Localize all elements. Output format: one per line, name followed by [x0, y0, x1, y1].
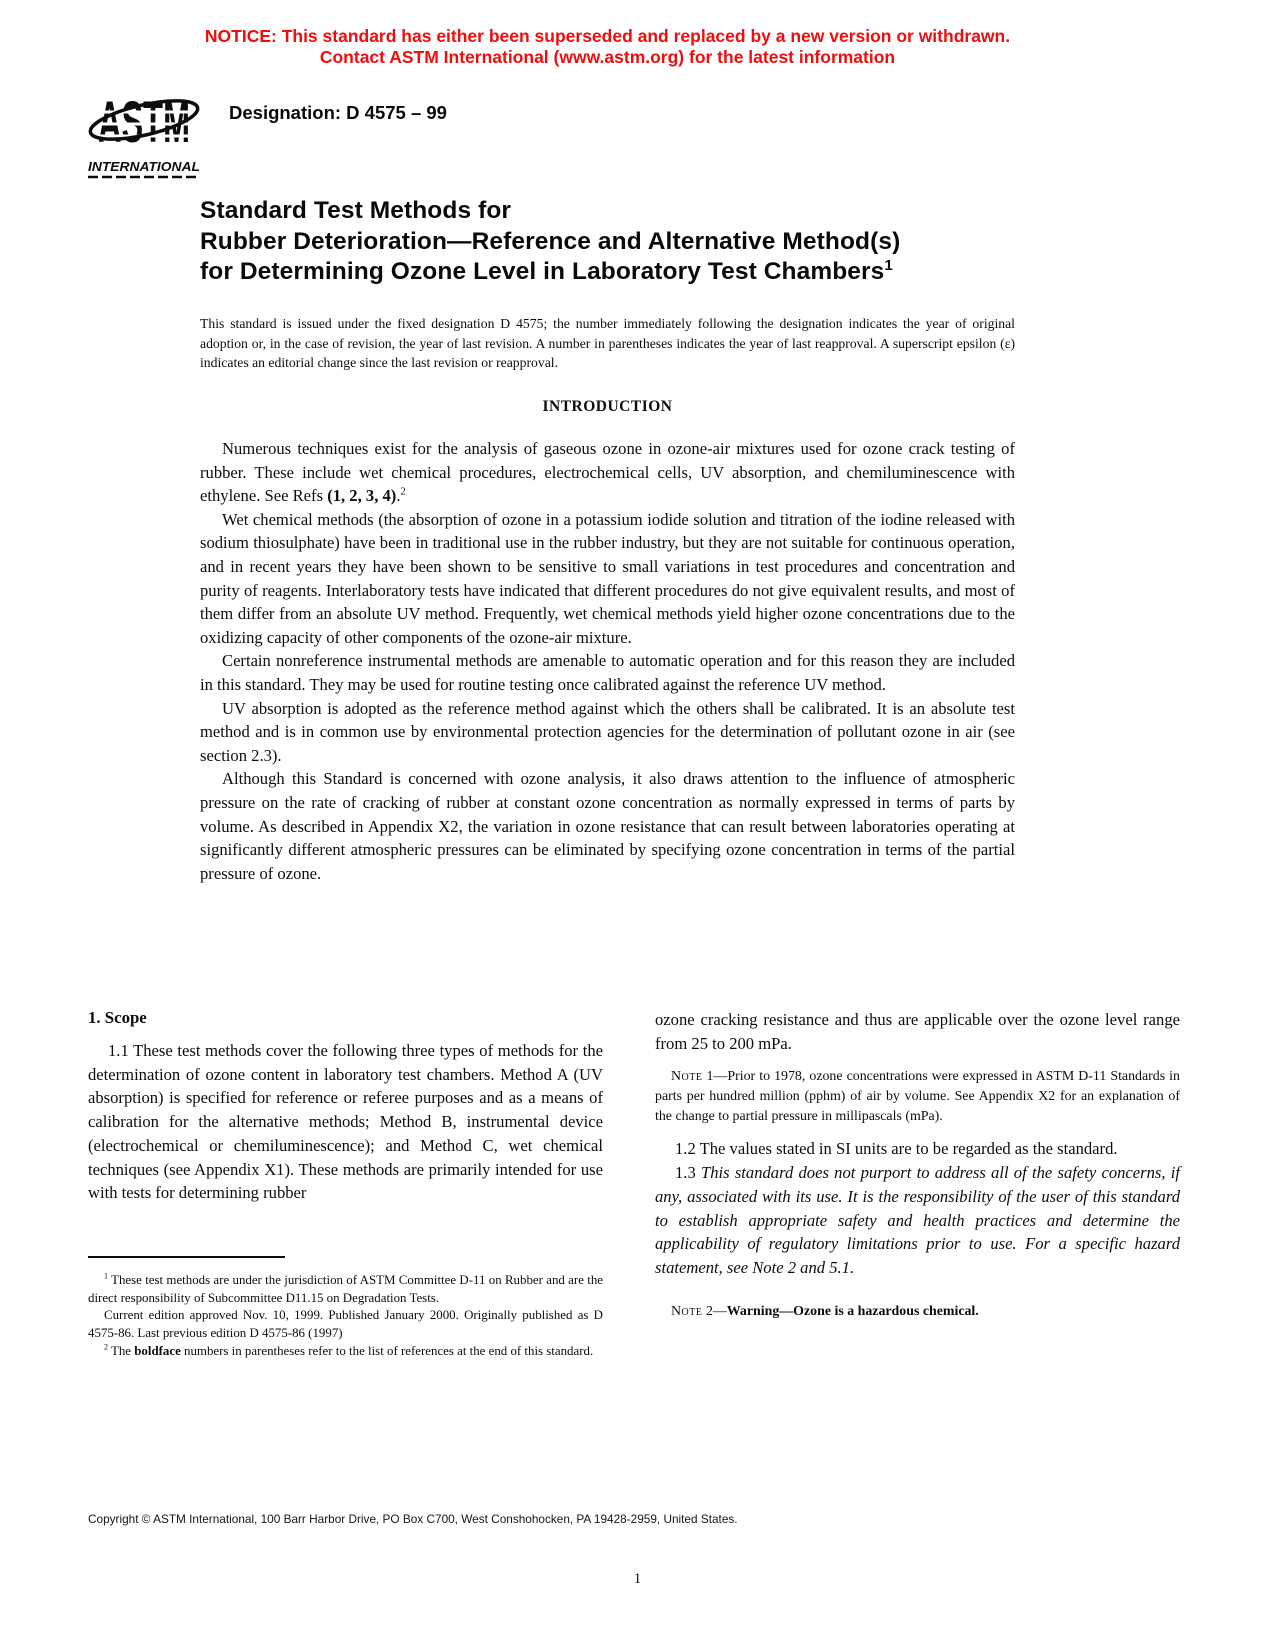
document-title	[200, 196, 1030, 288]
footnote-divider	[88, 1256, 285, 1258]
introduction-paragraph-3: Certain nonreference instrumental methods are amenable to automatic operation and for this reason they are included in this standard. They may be used for routine testing once calibrated against the reference UV method.	[200, 651, 1015, 694]
title-line-2: Rubber Deterioration—Reference and Alternative Method(s)	[200, 227, 901, 255]
left-column	[88, 1008, 603, 1205]
note-2: Note 2—Warning—Ozone is a hazardous chemical.	[671, 1303, 979, 1319]
notice-line-2: Contact ASTM International (www.astm.org) for the latest information	[319, 47, 896, 67]
scope-paragraph-1-2: 1.2 The values stated in SI units are to be regarded as the standard.	[675, 1139, 1118, 1159]
astm-logo-letters: ASTM	[98, 90, 190, 155]
astm-logo	[86, 76, 202, 182]
issuing-statement: This standard is issued under the fixed designation D 4575; the number immediately following the designation indicates the year of original adoption or, in the case of revision, the year of last revision. A number in parentheses indicates the year of last reapproval. A superscript epsilon (ε) indicates an editorial change since the last revision or reapproval.	[200, 316, 1015, 370]
scope-paragraph-1-1: 1.1 These test methods cover the following three types of methods for the determination of ozone content in laboratory test chambers. Method A (UV absorption) is specified for reference or referee purposes and as a means of calibration for the alternative methods; Method B, instrumental device (electrochemical or chemiluminescence); and Method C, wet chemical techniques (see Appendix X1). These methods are primarily intended for use with tests for determining rubber	[88, 1041, 603, 1203]
introduction-paragraph-4: UV absorption is adopted as the reference method against which the others shall be calibrated. It is an absolute test method and is in common use by environmental protection agencies for the determination of pollutant ozone in air (see section 2.3).	[200, 698, 1015, 765]
right-column	[655, 1008, 1180, 1322]
introduction-paragraph-5: Although this Standard is concerned with ozone analysis, it also draws attention to the influence of atmospheric pressure on the rate of cracking of rubber at constant ozone concentration as normally expressed in terms of parts by volume. As described in Appendix X2, the variation in ozone resistance that can result between laboratories operating at significantly different atmospheric pressures can be eliminated by specifying ozone concentration in terms of the partial pressure of ozone.	[200, 769, 1015, 883]
introduction-section	[200, 398, 1015, 885]
title-line-3: for Determining Ozone Level in Laboratory Test Chambers$^1$	[200, 256, 893, 285]
designation-label: Designation: D 4575 – 99	[229, 102, 447, 123]
copyright-line: Copyright © ASTM International, 100 Barr Harbor Drive, PO Box C700, West Conshohocken, PA 19428-2959, United States.	[88, 1512, 738, 1526]
footnote-edition: Current edition approved Nov. 10, 1999. Published January 2000. Originally published as D 4575-86. Last previous edition D 4575-86 (1997)	[88, 1308, 603, 1341]
introduction-paragraph-1: Numerous techniques exist for the analysis of gaseous ozone in ozone-air mixtures used for ozone crack testing of rubber. These include wet chemical procedures, electrochemical cells, UV absorption, and chemiluminescence with ethylene. See Refs (1, 2, 3, 4).$^2$	[200, 439, 1015, 506]
scope-heading: 1. Scope	[88, 1008, 147, 1027]
title-line-1: Standard Test Methods for	[200, 197, 512, 224]
footnotes-block	[88, 1256, 603, 1361]
supersession-notice	[0, 26, 1215, 68]
scope-paragraph-1-1-continued: ozone cracking resistance and thus are applicable over the ozone level range from 25 to 200 mPa.	[655, 1010, 1180, 1053]
astm-logo-graphic	[86, 76, 202, 182]
note-1: Note 1—Prior to 1978, ozone concentrations were expressed in ASTM D-11 Standards in parts per hundred million (pphm) of air by volume. See Appendix X2 for an explanation of the change to partial pressure in millipascals (mPa).	[655, 1069, 1180, 1125]
scope-paragraph-1-3: 1.3 This standard does not purport to address all of the safety concerns, if any, associated with its use. It is the responsibility of the user of this standard to establish appropriate safety and health practices and determine the applicability of regulatory limitations prior to use. For a specific hazard statement, see Note 2 and 5.1.	[655, 1163, 1180, 1277]
introduction-paragraph-2: Wet chemical methods (the absorption of ozone in a potassium iodide solution and titration of the iodine released with sodium thiosulphate) have been in traditional use in the rubber industry, but they are not suitable for continuous operation, and in recent years they have been shown to be sensitive to small variations in test procedures and concentration and purity of reagents. Interlaboratory tests have indicated that different procedures do not give equivalent results, and most of them differ from an absolute UV method. Frequently, wet chemical methods yield higher ozone concentrations due to the oxidizing capacity of other components of the ozone-air mixture.	[200, 509, 1015, 647]
title-footnote-ref: 1	[884, 256, 893, 274]
astm-logo-subtitle: INTERNATIONAL	[88, 159, 201, 174]
footnote-1: $^1$ These test methods are under the jurisdiction of ASTM Committee D-11 on Rubber and are the direct responsibility of Subcommittee D11.15 on Degradation Tests.	[88, 1271, 603, 1305]
introduction-heading: INTRODUCTION	[542, 398, 673, 415]
footnote-2: $^2$ The boldface numbers in parentheses refer to the list of references at the end of this standard.	[104, 1342, 594, 1358]
page-number: 1	[633, 1571, 642, 1587]
notice-line-1: NOTICE: This standard has either been superseded and replaced by a new version or withdrawn.	[204, 26, 1011, 46]
